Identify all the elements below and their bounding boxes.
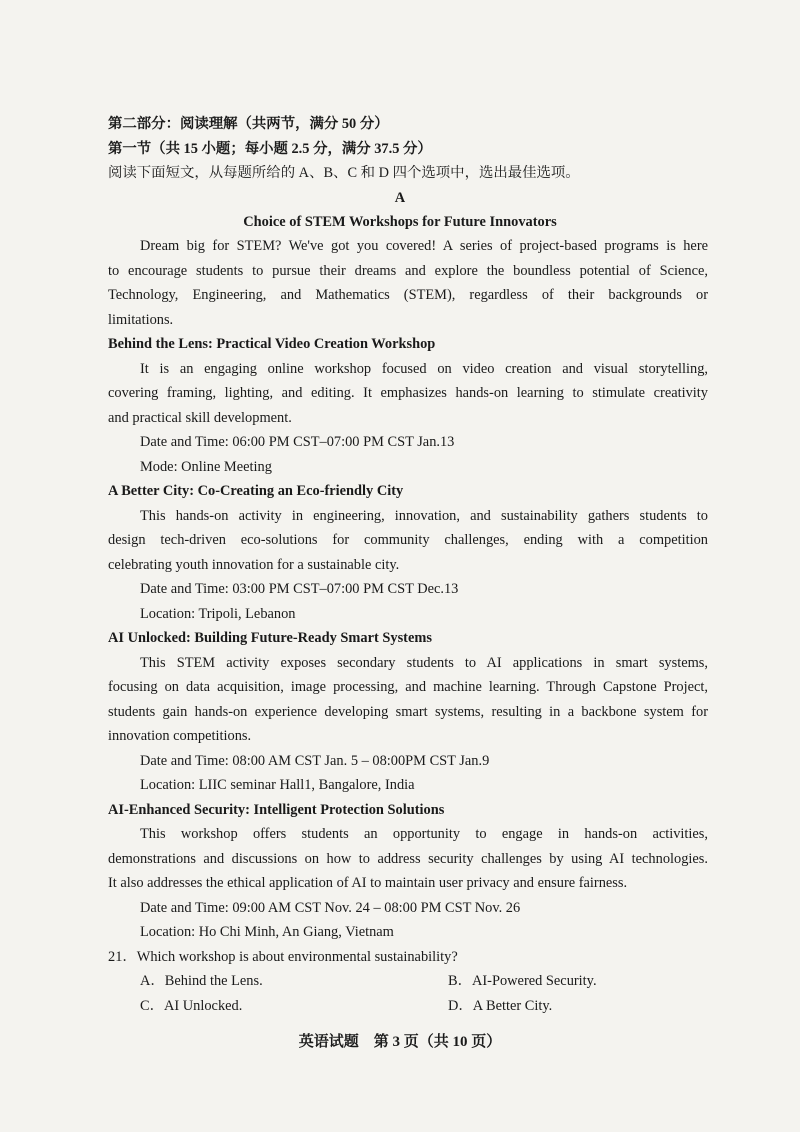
workshop-time: Date and Time: 08:00 AM CST Jan. 5 – 08:00PM CST Jan.9 [140,753,490,769]
workshop-heading: Behind the Lens: Practical Video Creation Workshop [108,336,436,352]
intro-line: limitations. [108,312,174,328]
instruction-text: 阅读下面短文，从每题所给的 A、B、C 和 D 四个选项中，选出最佳选项。 [108,165,580,181]
option-c: C．AI Unlocked. [140,998,243,1014]
intro-line: Technology, Engineering, and Mathematics (STEM), regardless of their backgrounds or [108,287,708,303]
page-footer: 英语试题 第 3 页（共 10 页） [298,1034,502,1050]
workshop-heading: AI Unlocked: Building Future-Ready Smart Systems [108,630,432,646]
workshop-heading: AI-Enhanced Security: Intelligent Protection Solutions [108,802,445,818]
workshop-place: Location: Ho Chi Minh, An Giang, Vietnam [140,924,394,940]
workshop-time: Date and Time: 09:00 AM CST Nov. 24 – 08:00 PM CST Nov. 26 [140,900,521,916]
passage-letter: A [394,190,406,206]
intro-line: Dream big for STEM? We've got you covered! A series of project-based programs is here [140,238,708,254]
workshop-body-line: This workshop offers students an opportunity to engage in hands-on activities, [140,826,708,842]
workshop-place: Location: LIIC seminar Hall1, Bangalore, India [140,777,415,793]
workshop-body-line: focusing on data acquisition, image processing, and machine learning. Through Capstone Project, [108,679,708,695]
workshop-body-line: covering framing, lighting, and editing. It emphasizes hands-on learning to stimulate creativity [108,385,708,401]
workshop-body-line: This STEM activity exposes secondary students to AI applications in smart systems, [140,655,708,671]
workshop-body-line: This hands-on activity in engineering, innovation, and sustainability gathers students to [140,508,708,524]
workshop-body-line: innovation competitions. [108,728,252,744]
workshop-body-line: demonstrations and discussions on how to address security challenges by using AI technologies. [108,851,708,867]
workshop-place: Location: Tripoli, Lebanon [140,606,296,622]
workshop-body-line: It is an engaging online workshop focused on video creation and visual storytelling, [140,361,708,377]
question-stem: 21．Which workshop is about environmental sustainability? [108,949,458,965]
option-b: B．AI-Powered Security. [448,973,597,989]
option-a: A．Behind the Lens. [140,973,263,989]
intro-line: to encourage students to pursue their dreams and explore the boundless potential of Science, [108,263,708,279]
passage-title: Choice of STEM Workshops for Future Innovators [243,214,557,230]
workshop-body-line: celebrating youth innovation for a sustainable city. [108,557,400,573]
workshop-body-line: students gain hands-on experience developing smart systems, resulting in a backbone system for [108,704,708,720]
workshop-body-line: and practical skill development. [108,410,292,426]
workshop-place: Mode: Online Meeting [140,459,272,475]
workshop-time: Date and Time: 06:00 PM CST–07:00 PM CST Jan.13 [140,434,455,450]
workshop-time: Date and Time: 03:00 PM CST–07:00 PM CST Dec.13 [140,581,459,597]
workshop-heading: A Better City: Co-Creating an Eco-friendly City [108,483,404,499]
workshop-body-line: design tech-driven eco-solutions for community challenges, ending with a competition [108,532,708,548]
section-heading: 第一节（共 15 小题；每小题 2.5 分，满分 37.5 分） [108,141,432,157]
option-d: D．A Better City. [448,998,553,1014]
workshop-body-line: It also addresses the ethical application of AI to maintain user privacy and ensure fairness. [108,875,628,891]
part-heading: 第二部分：阅读理解（共两节，满分 50 分） [108,116,389,132]
